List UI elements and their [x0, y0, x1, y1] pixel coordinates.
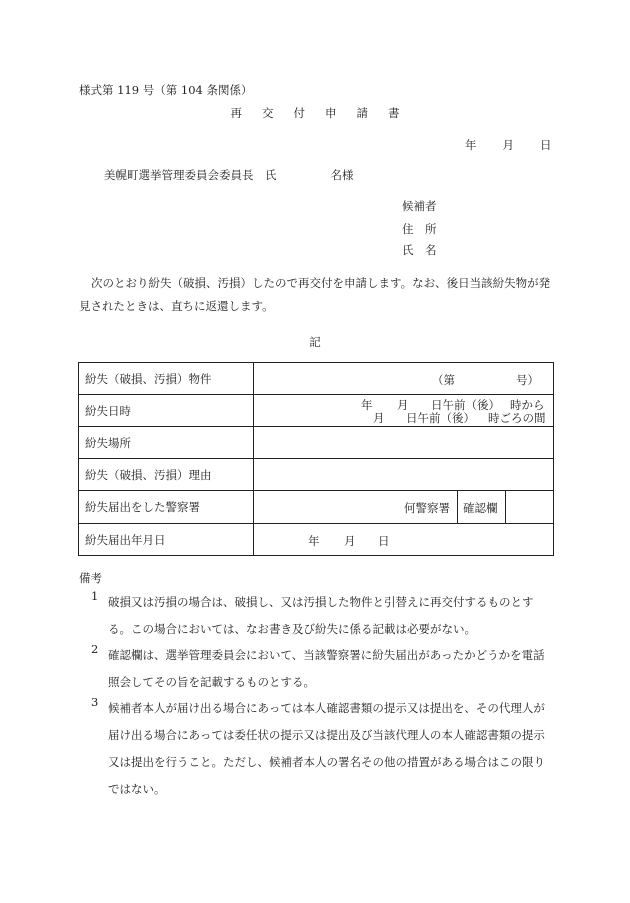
- title-char: 書: [388, 106, 400, 120]
- note-text: 候補者本人が届け出る場合にあっては本人確認書類の提示又は提出を、その代理人が届け出る場合にあっては委任状の提示又は提出及び当該代理人の本人確認書類の提示又は提出を行うこと。ただし、候補者本人の署名その他の措置がある場合はこの限りではない。: [108, 701, 545, 796]
- date-year: 年: [465, 138, 477, 152]
- note-item: [79, 589, 553, 643]
- dt-month-2: 月: [373, 411, 385, 425]
- table-row: [79, 459, 554, 491]
- dt-day-ampm-2: 日午前（後）: [406, 411, 475, 425]
- note-number: 3: [91, 695, 99, 709]
- table-row: [79, 524, 554, 556]
- police-station: 何警察署: [404, 501, 450, 515]
- report-month: 月: [344, 534, 356, 548]
- title-char: 請: [356, 106, 368, 120]
- addressee-suffix: 名様: [330, 168, 354, 182]
- date-line: [465, 137, 558, 153]
- row-label: 紛失場所: [79, 427, 254, 459]
- table-row: [79, 491, 554, 524]
- dt-day-ampm: 日午前（後）: [431, 398, 500, 412]
- row-label: 紛失日時: [79, 395, 254, 427]
- name-label: 氏 名: [402, 243, 437, 257]
- date-month: 月: [502, 138, 514, 152]
- confirm-box: [457, 491, 506, 523]
- dt-year: 年: [361, 398, 373, 412]
- dt-until: 時ごろの間: [488, 411, 546, 425]
- note-item: [79, 695, 553, 803]
- note-text: 確認欄は、選挙管理委員会において、当該警察署に紛失届出があったかどうかを電話照会してその旨を記載するものとする。: [108, 648, 545, 689]
- report-day: 日: [378, 534, 390, 548]
- notes-title: 備考: [79, 571, 102, 585]
- application-table: [78, 362, 554, 556]
- table-row: [79, 395, 554, 427]
- title-char: 付: [293, 106, 305, 120]
- title-char: 再: [230, 106, 242, 120]
- confirm-label: 確認欄: [463, 501, 498, 515]
- note-item: [79, 642, 553, 696]
- police-value-cell: [254, 491, 554, 524]
- date-day: 日: [540, 138, 552, 152]
- report-year: 年: [308, 534, 320, 548]
- item-value-cell: [254, 363, 554, 395]
- dt-from: 時から: [510, 398, 545, 412]
- item-number-open: （第: [432, 373, 455, 387]
- ki-heading: 記: [309, 335, 321, 349]
- dt-month: 月: [397, 398, 409, 412]
- address-label: 住 所: [402, 222, 437, 236]
- table-row: [79, 363, 554, 395]
- note-text: 破損又は汚損の場合は、破損し、又は汚損した物件と引替えに再交付するものとする。この場合においては、なお書き及び紛失に係る記載は必要がない。: [108, 595, 534, 636]
- addressee: [104, 167, 354, 183]
- title-char: 申: [325, 106, 337, 120]
- note-number: 2: [91, 642, 99, 656]
- item-number-close: 号）: [516, 373, 539, 387]
- row-label: 紛失届出をした警察署: [79, 491, 254, 524]
- reason-value-cell: [254, 459, 554, 491]
- report-date-cell: [254, 524, 554, 556]
- addressee-prefix: 美幌町選挙管理委員会委員長 氏: [104, 168, 277, 182]
- body-paragraph: 次のとおり紛失（破損、汚損）したので再交付を申請します。なお、後日当該紛失物が発見されたときは、直ちに返還します。: [79, 276, 551, 313]
- table-row: [79, 427, 554, 459]
- note-number: 1: [91, 589, 99, 603]
- form-number: 様式第 119 号（第 104 条関係）: [79, 83, 253, 97]
- document-title: [0, 105, 630, 121]
- title-char: 交: [262, 106, 274, 120]
- place-value-cell: [254, 427, 554, 459]
- row-label: 紛失（破損、汚損）物件: [79, 363, 254, 395]
- candidate-label: 候補者: [402, 199, 437, 213]
- datetime-value-cell: [254, 395, 554, 427]
- row-label: 紛失届出年月日: [79, 524, 254, 556]
- row-label: 紛失（破損、汚損）理由: [79, 459, 254, 491]
